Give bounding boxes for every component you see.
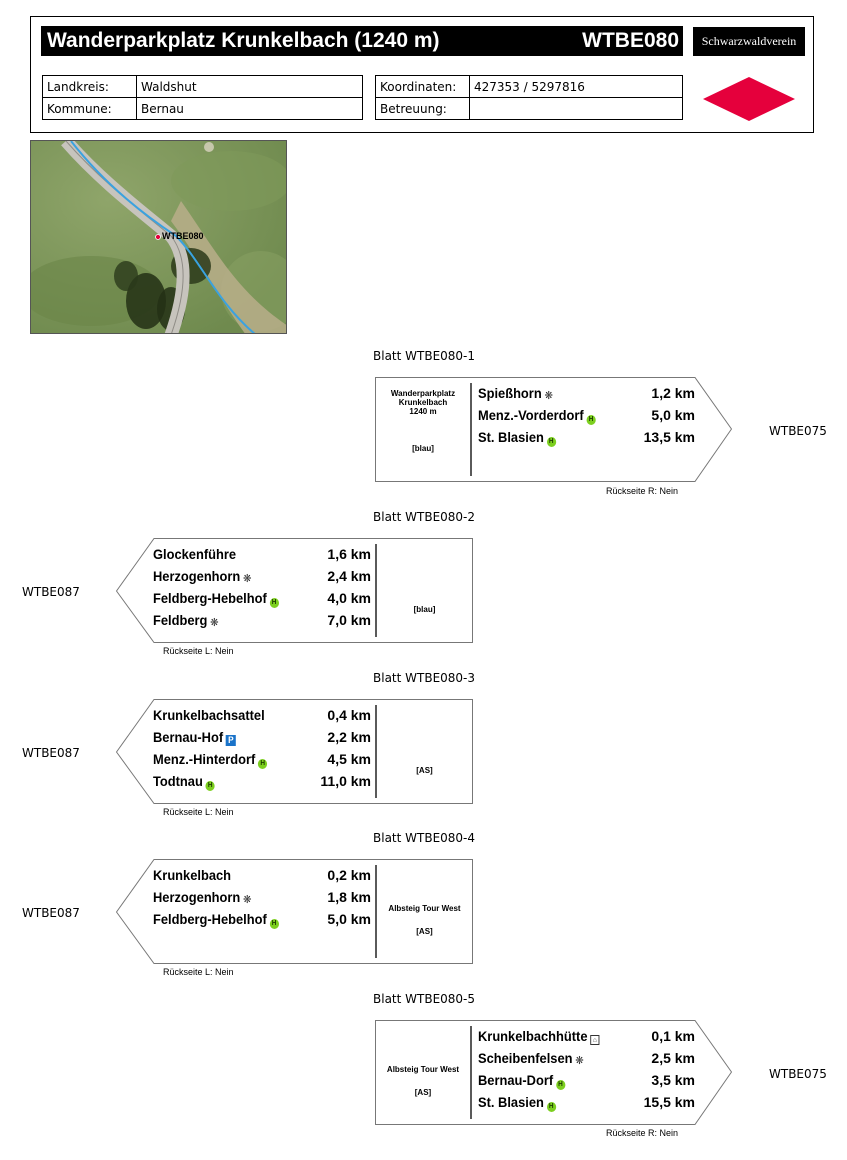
destination-label: Bernau-Dorf bbox=[478, 1072, 554, 1088]
destination-name bbox=[153, 911, 279, 929]
destination-distance: 2,2 km bbox=[327, 729, 371, 745]
bus-stop-icon: H bbox=[206, 781, 215, 791]
destination-label: Glockenführe bbox=[153, 546, 237, 562]
sign-location-line: Albsteig Tour West bbox=[386, 1065, 460, 1074]
sheet-label: Blatt WTBE080-5 bbox=[373, 992, 476, 1006]
aerial-map-image bbox=[31, 141, 287, 334]
sign-location-line: Albsteig Tour West bbox=[388, 904, 461, 913]
info-table-left bbox=[42, 75, 363, 120]
row-kommune bbox=[43, 98, 363, 120]
parking-icon: P bbox=[226, 735, 236, 746]
destination-name bbox=[153, 612, 219, 631]
viewpoint-icon: ❋ bbox=[575, 1055, 584, 1067]
rueckseite-note: Rückseite R: Nein bbox=[606, 486, 679, 496]
destination-name bbox=[153, 889, 252, 908]
landkreis-value: Waldshut bbox=[137, 76, 363, 98]
landkreis-label: Landkreis: bbox=[43, 76, 137, 98]
destination-label: Feldberg-Hebelhof bbox=[153, 590, 267, 606]
rueckseite-note: Rückseite R: Nein bbox=[606, 1128, 679, 1138]
page-title: Wanderparkplatz Krunkelbach (1240 m) bbox=[47, 29, 440, 52]
bus-stop-icon: H bbox=[270, 919, 279, 929]
destination-distance: 13,5 km bbox=[643, 429, 695, 445]
sign-left-pointing bbox=[116, 538, 473, 643]
destination-label: Feldberg-Hebelhof bbox=[153, 911, 267, 927]
info-table-right bbox=[375, 75, 683, 120]
destination-label: Spießhorn bbox=[478, 385, 542, 401]
koordinaten-value: 427353 / 5297816 bbox=[470, 76, 683, 98]
destination-distance: 4,5 km bbox=[327, 751, 371, 767]
waypoint-id: WTBE080 bbox=[582, 29, 679, 52]
target-waypoint-id: WTBE087 bbox=[22, 746, 80, 760]
sheet-label: Blatt WTBE080-4 bbox=[373, 831, 476, 845]
row-betreuung bbox=[376, 98, 683, 120]
sheet-label: Blatt WTBE080-1 bbox=[373, 349, 476, 363]
koordinaten-label: Koordinaten: bbox=[376, 76, 470, 98]
row-koordinaten bbox=[376, 76, 683, 98]
viewpoint-icon: ❋ bbox=[544, 390, 553, 402]
viewpoint-icon: ❋ bbox=[243, 573, 252, 585]
trail-marker-diamond-icon bbox=[703, 75, 795, 123]
destination-name bbox=[478, 429, 556, 447]
bus-stop-icon: H bbox=[586, 415, 595, 425]
rueckseite-note: Rückseite L: Nein bbox=[163, 807, 234, 817]
destination-distance: 1,8 km bbox=[327, 889, 371, 905]
destination-name bbox=[153, 751, 267, 769]
destination-distance: 2,5 km bbox=[651, 1050, 695, 1066]
destination-label: Menz.-Hinterdorf bbox=[153, 751, 256, 767]
sign-location-line: Krunkelbach bbox=[398, 398, 448, 407]
betreuung-value bbox=[470, 98, 683, 120]
destination-name bbox=[478, 385, 553, 404]
bus-stop-icon: H bbox=[270, 598, 279, 608]
destination-distance: 3,5 km bbox=[651, 1072, 695, 1088]
destination-label: Bernau-Hof bbox=[153, 729, 224, 745]
organization-logo: Schwarzwaldverein bbox=[693, 27, 805, 56]
hut-icon: ⌂ bbox=[590, 1035, 599, 1045]
destination-distance: 1,2 km bbox=[651, 385, 695, 401]
destination-name bbox=[153, 729, 236, 746]
sign-location-box bbox=[376, 904, 473, 913]
destination-name bbox=[153, 867, 231, 883]
destination-name bbox=[478, 1028, 599, 1045]
destination-distance: 7,0 km bbox=[327, 612, 371, 628]
destination-label: Scheibenfelsen bbox=[478, 1050, 573, 1066]
sign-left-pointing bbox=[116, 859, 473, 964]
destination-label: Menz.-Vorderdorf bbox=[478, 407, 584, 423]
destination-distance: 0,1 km bbox=[651, 1028, 695, 1044]
row-landkreis bbox=[43, 76, 363, 98]
destination-distance: 11,0 km bbox=[320, 773, 371, 789]
destination-distance: 0,4 km bbox=[327, 707, 371, 723]
destination-name bbox=[153, 568, 252, 587]
destination-name bbox=[153, 546, 236, 562]
target-waypoint-id: WTBE075 bbox=[769, 424, 827, 438]
destination-label: Todtnau bbox=[153, 773, 203, 789]
viewpoint-icon: ❋ bbox=[210, 617, 219, 629]
kommune-label: Kommune: bbox=[43, 98, 137, 120]
destination-label: Feldberg bbox=[153, 612, 208, 628]
destination-distance: 2,4 km bbox=[327, 568, 371, 584]
destination-label: Krunkelbachhütte bbox=[478, 1028, 588, 1044]
sign-route-code: [blau] bbox=[413, 605, 436, 614]
destination-name bbox=[478, 1072, 565, 1090]
title-bar bbox=[41, 26, 683, 56]
sign-route-code: [AS] bbox=[416, 766, 433, 775]
sign-route-code: [AS] bbox=[414, 1088, 432, 1097]
kommune-value: Bernau bbox=[137, 98, 363, 120]
destination-name bbox=[478, 407, 596, 425]
waypoint-marker-icon bbox=[156, 235, 161, 240]
sign-location-line: Wanderparkplatz bbox=[390, 389, 456, 398]
sheet-label: Blatt WTBE080-2 bbox=[373, 510, 476, 524]
bus-stop-icon: H bbox=[556, 1080, 565, 1090]
sign-route-code: [blau] bbox=[412, 444, 434, 453]
destination-distance: 15,5 km bbox=[643, 1094, 695, 1110]
rueckseite-note: Rückseite L: Nein bbox=[163, 967, 234, 977]
map-marker-label: WTBE080 bbox=[162, 231, 204, 241]
destination-distance: 5,0 km bbox=[651, 407, 695, 423]
bus-stop-icon: H bbox=[547, 437, 556, 447]
target-waypoint-id: WTBE075 bbox=[769, 1067, 827, 1081]
destination-label: St. Blasien bbox=[478, 429, 544, 445]
destination-label: Herzogenhorn bbox=[153, 568, 241, 584]
sign-right-pointing bbox=[375, 377, 732, 482]
rueckseite-note: Rückseite L: Nein bbox=[163, 646, 234, 656]
destination-label: Krunkelbachsattel bbox=[153, 707, 265, 723]
destination-distance: 1,6 km bbox=[327, 546, 371, 562]
sign-location-box bbox=[375, 1065, 471, 1074]
bus-stop-icon: H bbox=[547, 1102, 556, 1112]
destination-name bbox=[153, 590, 279, 608]
destination-name bbox=[153, 773, 215, 791]
sign-left-pointing bbox=[116, 699, 473, 804]
destination-label: Herzogenhorn bbox=[153, 889, 241, 905]
sign-location-line: 1240 m bbox=[409, 407, 437, 416]
bus-stop-icon: H bbox=[258, 759, 267, 769]
sheet-label: Blatt WTBE080-3 bbox=[373, 671, 476, 685]
betreuung-label: Betreuung: bbox=[376, 98, 470, 120]
destination-distance: 4,0 km bbox=[327, 590, 371, 606]
destination-name bbox=[478, 1050, 584, 1069]
sign-right-pointing bbox=[375, 1020, 732, 1125]
sign-location-box bbox=[375, 389, 471, 416]
destination-distance: 0,2 km bbox=[327, 867, 371, 883]
destination-label: St. Blasien bbox=[478, 1094, 544, 1110]
aerial-map[interactable] bbox=[30, 140, 287, 334]
sign-route-code: [AS] bbox=[416, 927, 433, 936]
destination-name bbox=[478, 1094, 556, 1112]
viewpoint-icon: ❋ bbox=[243, 894, 252, 906]
destination-distance: 5,0 km bbox=[327, 911, 371, 927]
destination-label: Krunkelbach bbox=[153, 867, 232, 883]
target-waypoint-id: WTBE087 bbox=[22, 906, 80, 920]
destination-name bbox=[153, 707, 265, 723]
target-waypoint-id: WTBE087 bbox=[22, 585, 80, 599]
